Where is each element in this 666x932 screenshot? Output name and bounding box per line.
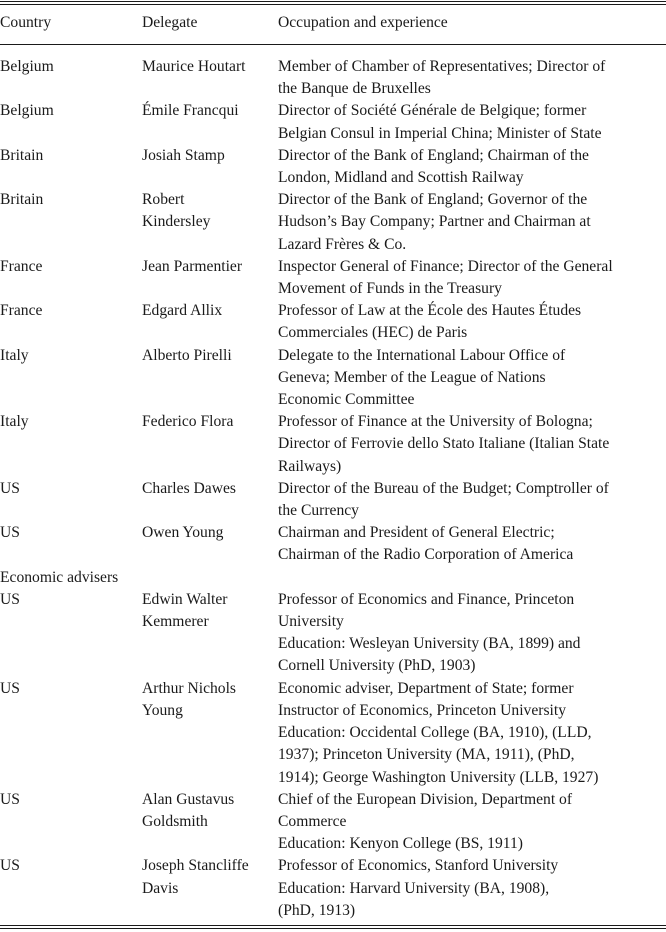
occupation-cell-line: Movement of Funds in the Treasury [278,280,502,298]
delegate-cell [142,145,278,189]
delegate-cell-line: Arthur Nichols [142,679,236,697]
occupation-cell-line: Education: Occidental College (BA, 1910), (LLD, [278,724,592,742]
header-country: Country [0,14,52,31]
delegate-cell-line: Young [142,701,183,719]
table-row [0,145,666,189]
delegate-cell-line: Owen Young [142,524,224,542]
occupation-cell-line: Education: Kenyon College (BS, 1911) [278,835,523,853]
delegate-cell [142,56,278,100]
header-occupation: Occupation and experience [278,14,448,31]
delegate-cell [142,789,278,856]
occupation-cell-line: (PhD, 1913) [278,901,356,919]
table-row [0,589,666,678]
country-cell: Britain [0,146,44,164]
delegate-cell-line: Josiah Stamp [142,146,225,164]
delegate-cell-line: Charles Dawes [142,479,236,497]
table-row [0,56,666,100]
occupation-cell-line: Delegate to the International Labour Office of [278,346,566,364]
delegates-table [0,12,666,922]
delegate-cell [142,411,278,478]
delegate-cell-line: Jean Parmentier [142,257,243,275]
occupation-cell [278,300,666,344]
delegate-cell [142,478,278,522]
occupation-cell [278,589,666,678]
occupation-cell-line: Director of Société Générale de Belgique; former [278,102,587,120]
table-row [0,345,666,412]
occupation-cell-line: Education: Harvard University (BA, 1908), [278,879,550,897]
occupation-cell-line: Economic Committee [278,391,415,409]
occupation-cell [278,478,666,522]
occupation-cell-line: Chief of the European Division, Department of [278,790,573,808]
occupation-cell-line: Professor of Economics and Finance, Princeton [278,590,575,608]
occupation-cell [278,411,666,478]
occupation-cell-line: Director of the Bank of England; Chairman of the [278,146,589,164]
occupation-cell-line: London, Midland and Scottish Railway [278,169,524,187]
country-cell: Italy [0,346,29,364]
delegate-cell-line: Alberto Pirelli [142,346,232,364]
occupation-cell-line: Inspector General of Finance; Director of the General [278,257,613,275]
occupation-cell [278,100,666,144]
delegate-cell-line: Émile Francqui [142,102,239,120]
country-cell: US [0,679,20,697]
occupation-cell-line: Hudson’s Bay Company; Partner and Chairman at [278,213,591,231]
occupation-cell-line: Economic adviser, Department of State; former [278,679,574,697]
delegate-cell-line: Edwin Walter [142,590,228,608]
delegate-cell [142,345,278,412]
delegate-cell-line: Kindersley [142,213,211,231]
occupation-cell-line: Cornell University (PhD, 1903) [278,657,476,675]
delegate-cell-line: Goldsmith [142,812,208,830]
top-rule-inner [0,4,666,5]
occupation-cell-line: Commerce [278,812,347,830]
occupation-cell-line: Chairman of the Radio Corporation of America [278,546,574,564]
delegate-cell-line: Joseph Stancliffe [142,857,249,875]
delegate-cell-line: Robert [142,191,185,209]
country-cell: US [0,790,20,808]
occupation-cell-line: Education: Wesleyan University (BA, 1899) and [278,635,581,653]
occupation-cell-line: the Banque de Bruxelles [278,80,431,98]
occupation-cell-line: Professor of Economics, Stanford University [278,857,559,875]
occupation-cell [278,189,666,256]
delegate-cell-line: Federico Flora [142,413,234,431]
occupation-cell-line: Instructor of Economics, Princeton University [278,701,566,719]
delegate-cell-line: Edgard Allix [142,302,223,320]
country-cell: US [0,524,20,542]
table-row [0,478,666,522]
delegate-cell [142,855,278,922]
country-cell: Belgium [0,58,54,75]
country-cell: France [0,302,43,320]
table-row [0,300,666,344]
group-label-row [0,567,666,589]
delegate-cell [142,522,278,566]
table-row [0,855,666,922]
delegate-cell [142,678,278,789]
delegate-cell [142,189,278,256]
table-body [0,56,666,922]
table-row [0,256,666,300]
occupation-cell-line: Professor of Law at the École des Hautes Études [278,302,582,320]
country-cell: Britain [0,191,44,209]
delegate-cell-line: Maurice Houtart [142,58,246,75]
occupation-cell-line: 1914); George Washington University (LLB, 1927) [278,768,599,786]
occupation-cell-line: Member of Chamber of Representatives; Director of [278,58,606,75]
table-row [0,522,666,566]
group-label: Economic advisers [0,568,119,586]
country-cell: US [0,590,20,608]
delegate-cell [142,300,278,344]
occupation-cell-line: 1937); Princeton University (MA, 1911), (PhD, [278,746,575,764]
table-row [0,100,666,144]
occupation-cell-line: Director of Ferrovie dello Stato Italiane (Italian State [278,435,610,453]
country-cell: Belgium [0,102,54,120]
delegate-cell-line: Davis [142,879,179,897]
top-rule [0,1,666,2]
table-row [0,189,666,256]
occupation-cell [278,522,666,566]
occupation-cell [278,345,666,412]
country-cell: France [0,257,43,275]
bottom-rule [0,928,666,929]
occupation-cell-line: Professor of Finance at the University of Bologna; [278,413,593,431]
country-cell: US [0,479,20,497]
occupation-cell [278,256,666,300]
header-delegate: Delegate [142,14,198,31]
header-row [0,12,666,44]
country-cell: US [0,857,20,875]
delegate-cell-line: Alan Gustavus [142,790,235,808]
occupation-cell [278,56,666,100]
delegate-cell [142,100,278,144]
occupation-cell-line: Geneva; Member of the League of Nations [278,368,546,386]
occupation-cell-line: the Currency [278,502,359,520]
occupation-cell-line: Belgian Consul in Imperial China; Minister of State [278,124,602,142]
occupation-cell [278,855,666,922]
delegate-cell [142,256,278,300]
table-row [0,411,666,478]
delegate-cell [142,589,278,678]
occupation-cell [278,145,666,189]
table-row [0,789,666,856]
occupation-cell-line: Chairman and President of General Electric; [278,524,555,542]
table-row [0,678,666,789]
bottom-rule-inner [0,925,666,926]
delegate-cell-line: Kemmerer [142,613,209,631]
country-cell: Italy [0,413,29,431]
occupation-cell-line: Director of the Bank of England; Governor of the [278,191,588,209]
occupation-cell-line: Railways) [278,457,342,475]
occupation-cell-line: Commerciales (HEC) de Paris [278,324,468,342]
occupation-cell [278,678,666,789]
occupation-cell-line: Director of the Bureau of the Budget; Comptroller of [278,479,609,497]
occupation-cell-line: Lazard Frères & Co. [278,235,407,253]
occupation-cell [278,789,666,856]
occupation-cell-line: University [278,613,344,631]
